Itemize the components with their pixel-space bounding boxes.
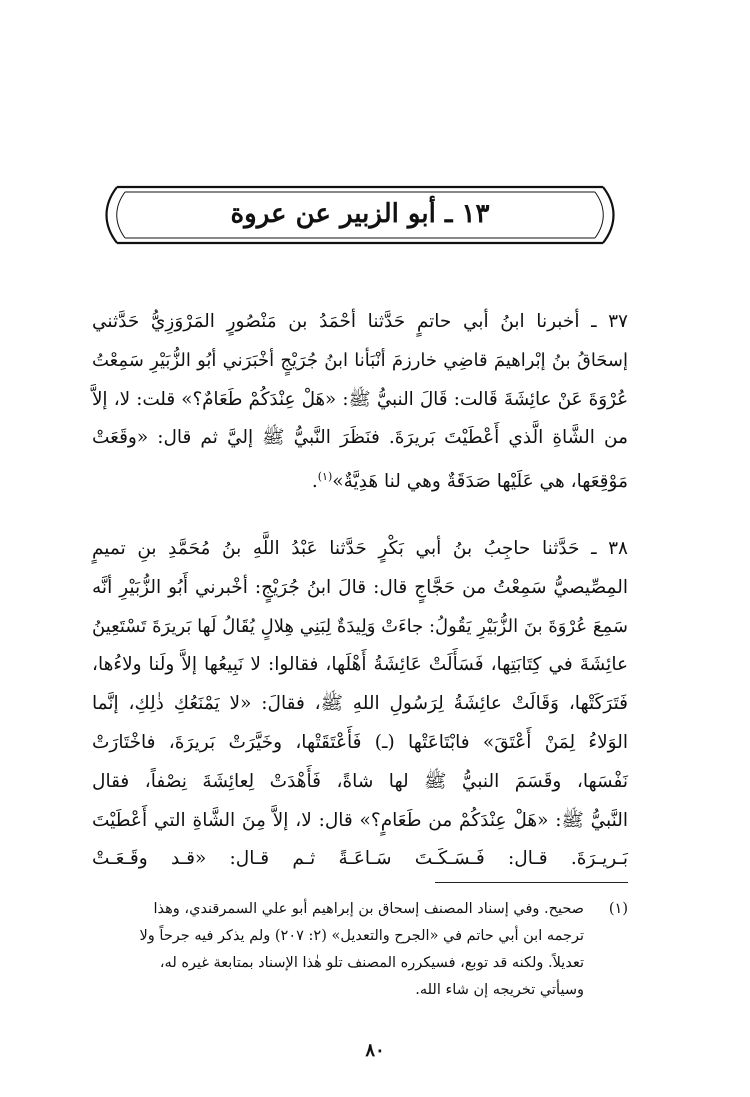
text-line: سَمِعَ عُرْوَةَ بنَ الزُّبَيْرِ يَقُولُ: جاءَتْ وَلِيدَةٌ لِبَنِي هِلالٍ يُقَالُ لَها بَريرَةَ تَسْتَعِينُ (92, 615, 628, 637)
footnote-line: صحيح. وفي إسناد المصنف إسحاق بن إبراهيم أبو علي السمرقندي، وهذا (153, 901, 584, 917)
footnote-line: ترجمه ابن أبي حاتم في «الجرح والتعديل» (٢: ٢٠٧) ولم يذكر فيه جرحاً ولا (139, 928, 584, 944)
text-line: نَفْسَها، وقَسَمَ النبيُّ ﷺ لها شاةً، فَأَهْدَتْ لِعائِشَةَ نِصْفاً، فقال (92, 770, 628, 792)
footnote-line: وسيأتي تخريجه إن شاء الله. (415, 982, 584, 998)
text-line: عُرْوَةَ عَنْ عائِشَةَ قَالت: قَالَ النبيُّ ﷺ: «هَلْ عِنْدَكُمْ طَعَامٌ؟» قلت: لا، إلاَّ (92, 388, 628, 410)
footnote-marker[interactable]: (١) (317, 470, 333, 484)
footnote-number: (١) (608, 901, 628, 917)
text-line: الوَلاءُ لِمَنْ أَعْتَقَ» فابْتَاعَتْها (ـ) فَأَعْتَقَتْها، وخَيَّرَتْ بَريرَةَ، فاخْتَارَتْ (92, 731, 628, 753)
footnote-text (92, 896, 584, 1004)
footnote (92, 896, 628, 1004)
text-line: إسحَاقُ بنُ إبْراهيمَ قاضِي خارزمَ أنْبَأنا ابنُ جُرَيْجٍ أخْبَرَني أبُو الزُّبَيْرِ سَمِعْتُ (92, 349, 628, 371)
hadith-37 (92, 303, 628, 502)
chapter-title: ١٣ ـ أبو الزبير عن عروة (230, 199, 490, 229)
hadith-38 (92, 530, 628, 879)
text-line: النَّبيُّ ﷺ: «هَلْ عِنْدَكُمْ من طَعَامٍ؟» قال: لا، إلاَّ مِنَ الشَّاةِ التي أَعْطَيْتَ (92, 809, 628, 831)
text-line: فَتَرَكَتْها، وَقَالَتْ عائِشَةُ لِرَسُولِ اللهِ ﷺ، فقالَ: «لا يَمْنَعُكِ ذٰلِكِ، إنَّما (92, 693, 628, 715)
footnote-divider (435, 882, 628, 883)
text-line: من الشَّاةِ الَّذي أَعْطَيْتَ بَريرَةَ. فنَظَرَ النَّبيُّ ﷺ إليَّ ثم قال: «وقَعَتْ (92, 427, 628, 449)
text-line: بَـريـرَةَ. قـال: فَـسَـكَـتَ سَـاعَـةً ثـم قـال: «قـد وقَـعَـتْ (92, 848, 628, 870)
text-line: المِصِّيصيُّ سَمِعْتُ من حَجَّاجٍ قال: قالَ ابنُ جُرَيْجٍ: أخْبرني أَبُو الزُّبَيْرِ أنَّه (92, 576, 628, 598)
text-line: ٣٨ ـ حَدَّثنا حاجِبُ بنُ أبي بَكْرٍ حَدَّثنا عَبْدُ اللَّهِ بنُ مُحَمَّدِ بنِ تميمٍ (92, 538, 628, 559)
text-line-last: مَوْقِعَها، هي عَلَيْها صَدَقَةٌ وهي لنا هَدِيَّةٌ»$^{(١)}$. (311, 470, 628, 493)
text-line: عائِشَةَ في كِتَابَتِها، فَسَأَلَتْ عَائِشَةُ أَهْلَها، فقالوا: لا نَبِيعُها إلاَّ ولَنا ولاءُها، (92, 654, 628, 676)
page-number: ٨٠ (365, 1040, 385, 1061)
footnote-line: تعديلاً. ولكنه قد توبع، فسيكرره المصنف تلو هٰذا الإسناد بمتابعة غيره له، (159, 955, 584, 971)
text-line: ٣٧ ـ أخبرنا ابنُ أبي حاتمٍ حَدَّثنا أحْمَدُ بن مَنْصُورٍ المَرْوَزِيُّ حَدَّثني (92, 311, 628, 332)
text-line: مَوْقِعَها، هي عَلَيْها صَدَقَةٌ وهي لنا هَدِيَّةٌ» (332, 471, 628, 493)
chapter-heading-frame (105, 185, 615, 245)
